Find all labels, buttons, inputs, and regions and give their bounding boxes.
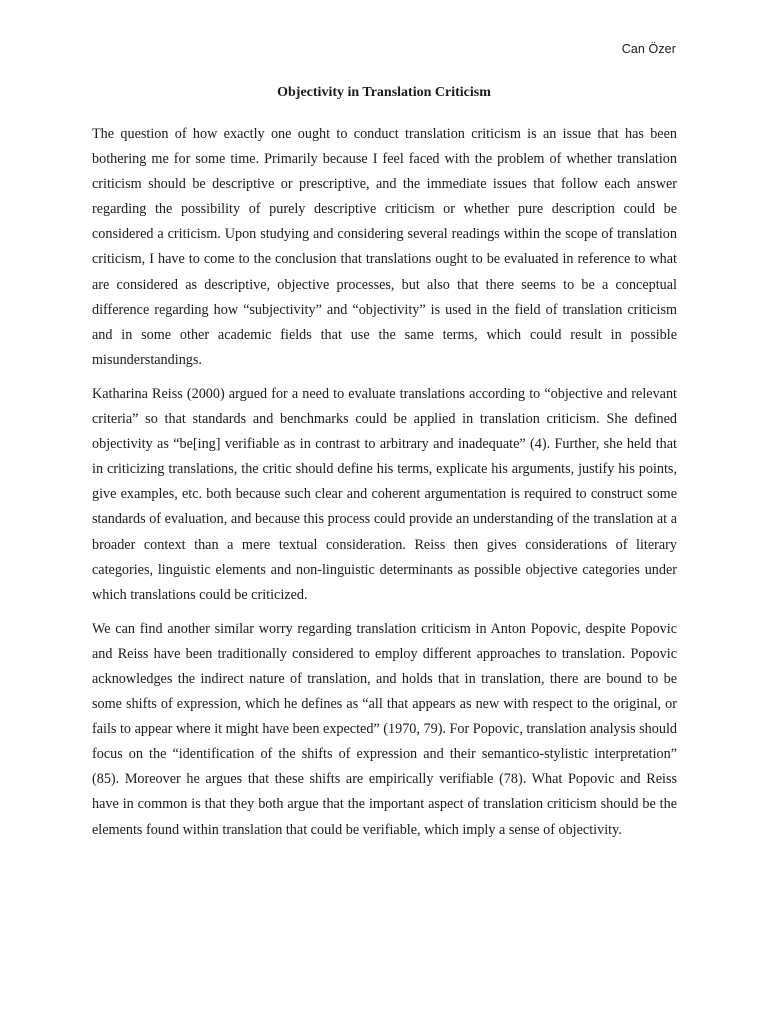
author-name: Can Özer <box>621 42 676 56</box>
document-title: Objectivity in Translation Criticism <box>277 85 491 100</box>
paragraph-1: The question of how exactly one ought to conduct translation criticism is an issue that has been bothering me for some time. Primarily because I feel faced with the problem of whether translation criticism should be descriptive or prescriptive, and the immediate issues that follow each answer regarding the possibility of purely descriptive criticism or whether pure description could be considered a criticism. Upon studying and considering several readings within the scope of translation criticism, I have to come to the conclusion that translations ought to be evaluated in reference to what are considered as descriptive, objective processes, but also that there seems to be a conceptual difference regarding how “subjectivity” and “objectivity” is used in the field of translation criticism and in some other academic fields that use the same terms, which could result in possible misunderstandings. <box>92 126 677 368</box>
paragraph-3: We can find another similar worry regarding translation criticism in Anton Popovic, despite Popovic and Reiss have been traditionally considered to employ different approaches to translation. Popovic acknowledges the indirect nature of translation, and holds that in translation, there are bound to be some shifts of expression, which he defines as “all that appears as new with respect to the original, or fails to appear where it might have been expected” (1970, 79). For Popovic, translation analysis should focus on the “identification of the shifts of expression and their semantico-stylistic interpretation” (85). Moreover he argues that these shifts are empirically verifiable (78). What Popovic and Reiss have in common is that they both argue that the important aspect of translation criticism should be the elements found within translation that could be verifiable, which imply a sense of objectivity. <box>92 620 677 838</box>
document-body <box>92 122 677 852</box>
paragraph-2: Katharina Reiss (2000) argued for a need to evaluate translations according to “objective and relevant criteria” so that standards and benchmarks could be applied in translation criticism. She defined objectivity as “be[ing] verifiable as in contrast to arbitrary and inadequate” (4). Further, she held that in criticizing translations, the critic should define his terms, explicate his arguments, justify his points, give examples, etc. both because such clear and coherent argumentation is required to construct some standards of evaluation, and because this process could provide an understanding of the translation at a broader context than a mere textual consideration. Reiss then gives considerations of literary categories, linguistic elements and non-linguistic determinants as possible objective categories under which translations could be criticized. <box>92 385 677 603</box>
